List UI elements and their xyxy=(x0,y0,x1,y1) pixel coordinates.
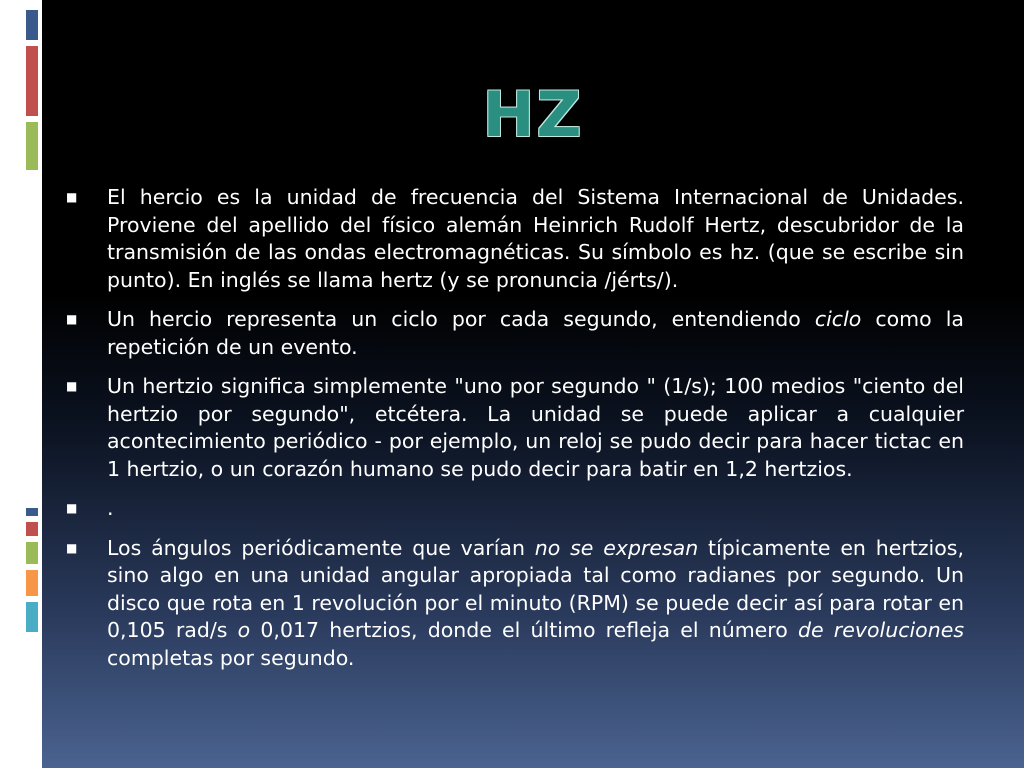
bullet-text xyxy=(107,184,964,294)
bullet-square-icon: ■ xyxy=(66,501,78,515)
decorative-bar xyxy=(26,522,38,536)
bullet-square-icon: ■ xyxy=(66,190,78,204)
italic-phrase: o xyxy=(237,618,251,642)
bullet-text xyxy=(107,373,964,483)
italic-phrase: ciclo xyxy=(814,307,862,331)
text-run: Un hertzio significa simplemente "uno por segundo " (1/s); 100 medios "ciento del hertzio por segundo", etcétera. La unidad se puede aplicar a cualquier acontecimiento periódico - por ejemplo, un reloj se pudo decir para hacer tictac en 1 hertzio, o un corazón humano se pudo decir para batir en 1,2 hertzios. xyxy=(107,374,964,481)
bullet-text xyxy=(107,306,964,361)
slide-title: HZ xyxy=(482,78,584,151)
text-run: como la repetición de un evento. xyxy=(107,307,964,359)
bullet-item xyxy=(66,306,964,361)
bullet-square-icon: ■ xyxy=(66,379,78,393)
slide-body xyxy=(66,184,964,684)
italic-phrase: de revoluciones xyxy=(798,618,965,642)
bullet-item xyxy=(66,184,964,294)
bullet-square-icon: ■ xyxy=(66,312,78,326)
decorative-bar xyxy=(26,602,38,632)
decorative-bar xyxy=(26,46,38,116)
decorative-bar xyxy=(26,10,38,40)
decorative-bar xyxy=(26,542,38,564)
text-run: . xyxy=(107,496,114,520)
text-run: 0,017 hertzios, donde el último refleja el número xyxy=(250,618,798,642)
decorative-bar xyxy=(26,570,38,596)
text-run: completas por segundo. xyxy=(107,645,355,670)
text-run: Un hercio representa un ciclo por cada segundo, entendiendo xyxy=(107,307,815,331)
bullet-item xyxy=(66,535,964,673)
decorative-bar xyxy=(26,122,38,170)
bullet-text xyxy=(107,495,964,523)
text-run: El hercio es la unidad de frecuencia del Sistema Internacional de Unidades. Proviene del apellido del físico alemán Heinrich Rudolf Hertz, descubridor de la transmisión de las ondas electromagnéticas. Su símbolo es hz. (que se escribe sin punto). En inglés se llama hertz (y se pronuncia /jérts/). xyxy=(107,185,964,292)
text-run: Los ángulos periódicamente que varían xyxy=(107,535,535,560)
italic-phrase: no se expresan xyxy=(534,535,699,560)
text-run: típicamente en hertzios, sino algo en una unidad angular apropiada tal como radianes por segundo. Un disco que rota en 1 revolución por el minuto (RPM) se puede decir así para rotar en 0,105 rad/s xyxy=(107,535,964,642)
bullet-item xyxy=(66,495,964,523)
bullet-square-icon: ■ xyxy=(66,540,78,555)
bullet-item xyxy=(66,373,964,483)
bullet-text xyxy=(107,535,964,673)
decorative-bar xyxy=(26,508,38,516)
